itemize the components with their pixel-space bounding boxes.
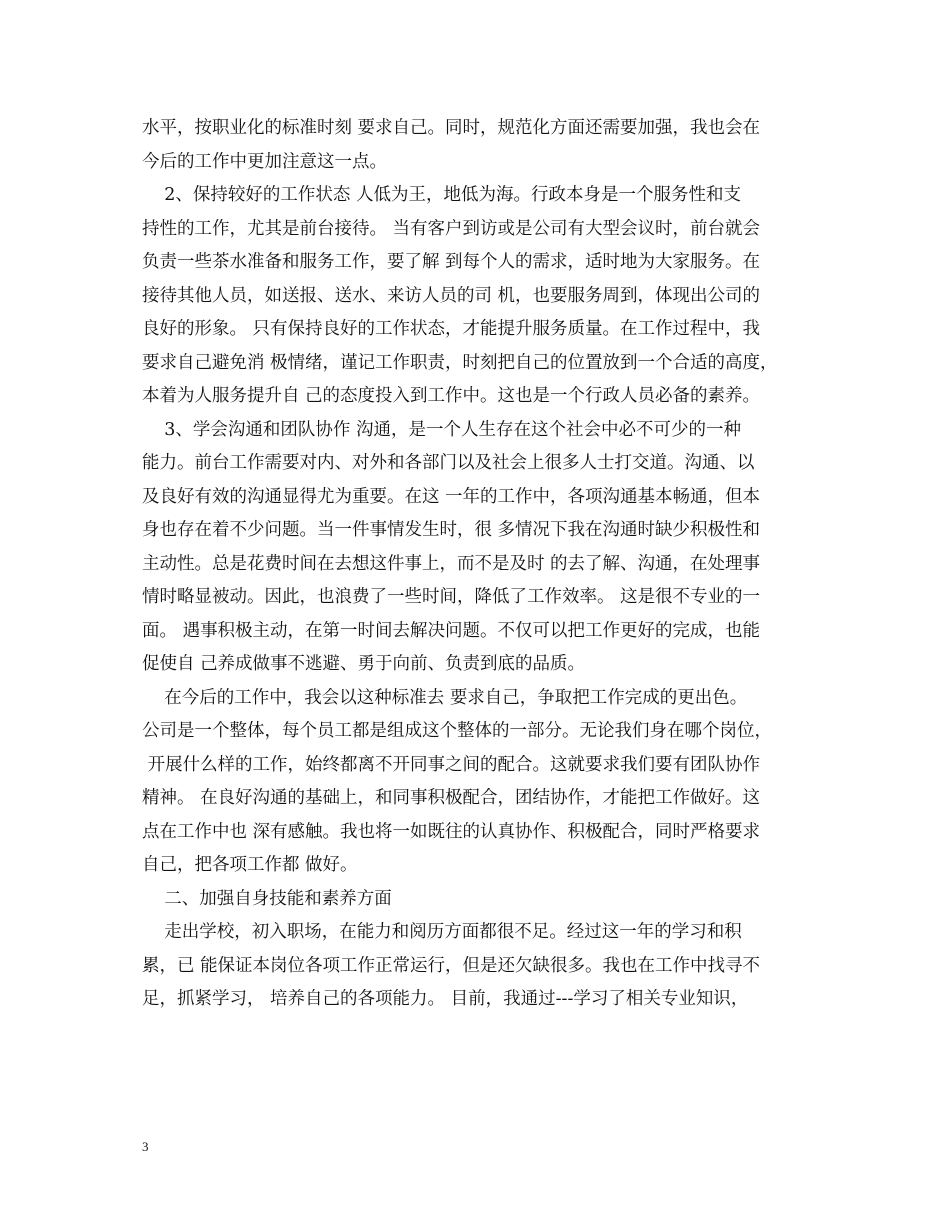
text-line: 主动性。总是花费时间在去想这件事上，而不是及时 的去了解、沟通，在处理事 xyxy=(142,553,761,574)
text-line: 负责一些茶水准备和服务工作，要了解 到每个人的需求，适时地为大家服务。在 xyxy=(142,252,761,272)
text-line: 在今后的工作中，我会以这种标准去 要求自己，争取把工作完成的更出色。 xyxy=(142,687,748,708)
text-line: 足，抓紧学习， 培养自己的各项能力。 目前，我通过---学习了相关专业知识， xyxy=(142,989,749,1009)
text-line: 本着为人服务提升自 己的态度投入到工作中。这也是一个行政人员必备的素养。 xyxy=(142,386,761,406)
text-line: 自己，把各项工作都 做好。 xyxy=(142,855,358,875)
text-line: 及良好有效的沟通显得尤为重要。在这 一年的工作中，各项沟通基本畅通，但本 xyxy=(142,486,761,507)
text-line: 情时略显被动。因此，也浪费了一些时间，降低了工作效率。 这是很不专业的一 xyxy=(142,587,761,607)
text-line: 开展什么样的工作，始终都离不开同事之间的配合。这就要求我们要有团队协作 xyxy=(142,754,761,775)
text-line: 面。 遇事积极主动，在第一时间去解决问题。不仅可以把工作更好的完成，也能 xyxy=(142,620,761,641)
text-line: 3、学会沟通和团队协作 沟通，是一个人生存在这个社会中必不可少的一种 xyxy=(142,419,741,440)
body-text xyxy=(142,112,822,1017)
page-number: 3 xyxy=(142,1139,149,1154)
text-line: 促使自 己养成做事不逃避、勇于向前、负责到底的品质。 xyxy=(142,654,586,674)
text-line: 2、保持较好的工作状态 人低为王，地低为海。行政本身是一个服务性和支 xyxy=(142,185,741,205)
section-heading: 二、加强自身技能和素养方面 xyxy=(142,888,392,909)
text-line: 点在工作中也 深有感触。我也将一如既往的认真协作、积极配合，同时严格要求 xyxy=(142,821,761,842)
text-line: 精神。 在良好沟通的基础上，和同事积极配合，团结协作，才能把工作做好。这 xyxy=(142,788,761,808)
text-line: 接待其他人员，如送报、送水、来访人员的司 机，也要服务周到，体现出公司的 xyxy=(142,285,761,306)
text-line: 良好的形象。 只有保持良好的工作状态，才能提升服务质量。在工作过程中，我 xyxy=(142,319,761,339)
text-line: 水平，按职业化的标准时刻 要求自己。同时，规范化方面还需要加强，我也会在 xyxy=(142,118,761,138)
text-line: 持性的工作，尤其是前台接待。 当有客户到访或是公司有大型会议时，前台就会 xyxy=(142,218,761,239)
text-line: 走出学校，初入职场，在能力和阅历方面都很不足。经过这一年的学习和积 xyxy=(142,922,742,942)
text-line: 要求自己避免消 极情绪，谨记工作职责，时刻把自己的位置放到一个合适的高度， xyxy=(142,352,778,373)
text-line: 身也存在着不少问题。当一件事情发生时，很 多情况下我在沟通时缺少积极性和 xyxy=(142,520,761,540)
text-line: 累，已 能保证本岗位各项工作正常运行，但是还欠缺很多。我也在工作中找寻不 xyxy=(142,955,761,976)
text-line: 今后的工作中更加注意这一点。 xyxy=(142,151,387,172)
text-line: 公司是一个整体，每个员工都是组成这个整体的一部分。无论我们身在哪个岗位， xyxy=(142,721,772,741)
text-line: 能力。前台工作需要对内、对外和各部门以及社会上很多人士打交道。沟通、以 xyxy=(142,453,755,473)
